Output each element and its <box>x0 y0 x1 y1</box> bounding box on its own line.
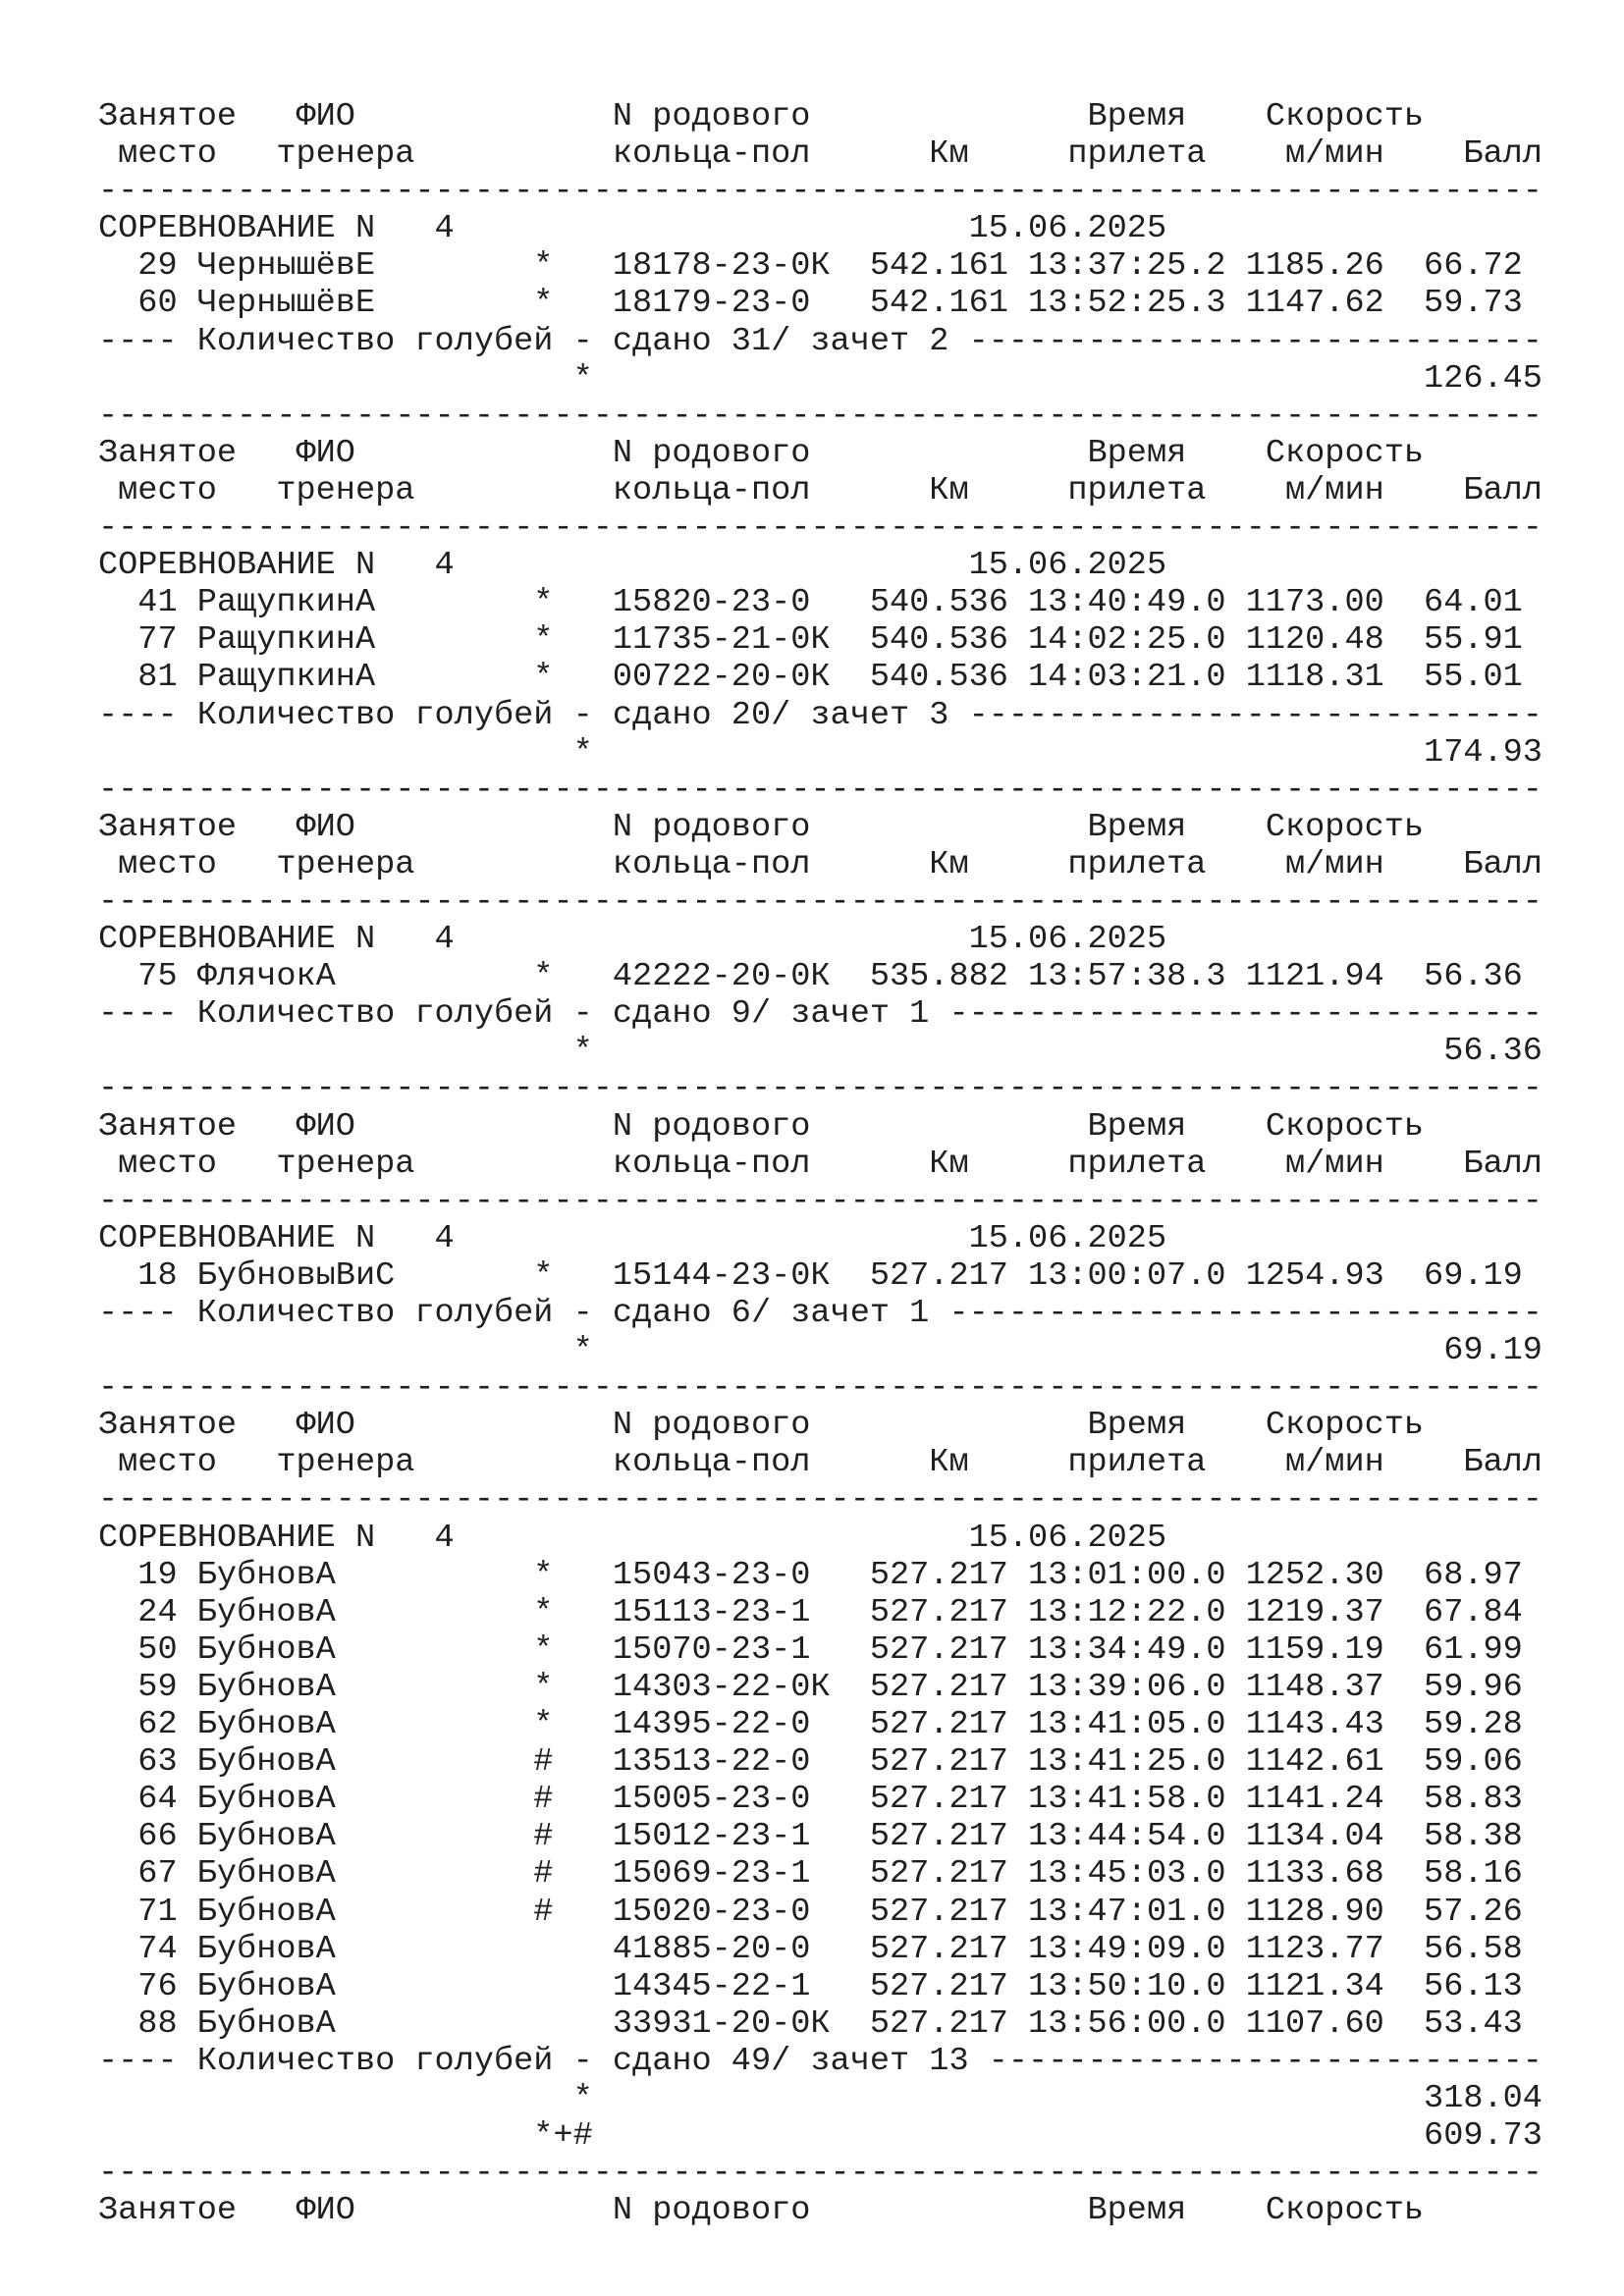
data-row: 60 ЧернышёвЕ * 18179-23-0 542.161 13:52:25.3 1147.62 59.73 <box>98 285 1523 323</box>
column-header-line: место тренера кольца-пол Км прилета м/мин Балл <box>98 1145 1543 1183</box>
competition-header: СОРЕВНОВАНИЕ N 4 15.06.2025 <box>98 1519 1167 1557</box>
data-row: 76 БубновА 14345-22-1 527.217 13:50:10.0 1121.34 56.13 <box>98 1967 1523 2005</box>
data-row: 24 БубновА * 15113-23-1 527.217 13:12:22.0 1219.37 67.84 <box>98 1593 1523 1631</box>
separator-line: ------------------------------------------------------------------------- <box>98 1070 1543 1108</box>
summary-line: ---- Количество голубей - сдано 20/ зачет 3 ----------------------------- <box>98 696 1543 734</box>
summary-line: ---- Количество голубей - сдано 6/ зачет 1 ------------------------------ <box>98 1295 1543 1332</box>
data-row: 50 БубновА * 15070-23-1 527.217 13:34:49.0 1159.19 61.99 <box>98 1630 1523 1669</box>
column-header-line: место тренера кольца-пол Км прилета м/мин Балл <box>98 1444 1543 1482</box>
data-row: 88 БубновА 33931-20-0К 527.217 13:56:00.0 1107.60 53.43 <box>98 2004 1523 2043</box>
data-row: 64 БубновА # 15005-23-0 527.217 13:41:58.0 1141.24 58.83 <box>98 1781 1523 1819</box>
total-line: * 56.36 <box>98 1033 1543 1071</box>
results-listing <box>98 98 1543 2230</box>
separator-line: ------------------------------------------------------------------------- <box>98 1481 1543 1520</box>
competition-header: СОРЕВНОВАНИЕ N 4 15.06.2025 <box>98 1219 1167 1257</box>
data-row: 67 БубновА # 15069-23-1 527.217 13:45:03.0 1133.68 58.16 <box>98 1855 1523 1894</box>
data-row: 66 БубновА # 15012-23-1 527.217 13:44:54.0 1134.04 58.38 <box>98 1818 1523 1856</box>
data-row: 81 РащупкинА * 00722-20-0К 540.536 14:03:21.0 1118.31 55.01 <box>98 659 1523 697</box>
column-header-line: место тренера кольца-пол Км прилета м/мин Балл <box>98 471 1543 509</box>
data-row: 59 БубновА * 14303-22-0К 527.217 13:39:06.0 1148.37 59.96 <box>98 1668 1523 1706</box>
data-row: 71 БубновА # 15020-23-0 527.217 13:47:01.0 1128.90 57.26 <box>98 1893 1523 1931</box>
data-row: 18 БубновыВиС * 15144-23-0К 527.217 13:00:07.0 1254.93 69.19 <box>98 1256 1523 1295</box>
separator-line: ------------------------------------------------------------------------- <box>98 173 1543 211</box>
summary-line: ---- Количество голубей - сдано 9/ зачет 1 ------------------------------ <box>98 995 1543 1034</box>
summary-line: ---- Количество голубей - сдано 31/ зачет 2 ----------------------------- <box>98 322 1543 360</box>
column-header-line: Занятое ФИО N родового Время Скорость <box>98 808 1425 846</box>
data-row: 74 БубновА 41885-20-0 527.217 13:49:09.0 1123.77 56.58 <box>98 1930 1523 1968</box>
column-header-line: Занятое ФИО N родового Время Скорость <box>98 98 1425 135</box>
total-line: * 69.19 <box>98 1332 1543 1370</box>
column-header-line: Занятое ФИО N родового Время Скорость <box>98 2192 1425 2230</box>
data-row: 29 ЧернышёвЕ * 18178-23-0К 542.161 13:37:25.2 1185.26 66.72 <box>98 247 1523 286</box>
data-row: 77 РащупкинА * 11735-21-0К 540.536 14:02:25.0 1120.48 55.91 <box>98 621 1523 660</box>
column-header-line: Занятое ФИО N родового Время Скорость <box>98 434 1425 472</box>
column-header-line: Занятое ФИО N родового Время Скорость <box>98 1407 1425 1445</box>
column-header-line: Занятое ФИО N родового Время Скорость <box>98 1107 1425 1146</box>
summary-line: ---- Количество голубей - сдано 49/ зачет 13 ---------------------------- <box>98 2042 1543 2080</box>
separator-line: ------------------------------------------------------------------------- <box>98 771 1543 809</box>
separator-line: ------------------------------------------------------------------------- <box>98 882 1543 921</box>
total-line: * 318.04 <box>98 2079 1543 2117</box>
total-line: *+# 609.73 <box>98 2117 1543 2156</box>
separator-line: ------------------------------------------------------------------------- <box>98 509 1543 548</box>
data-row: 41 РащупкинА * 15820-23-0 540.536 13:40:49.0 1173.00 64.01 <box>98 584 1523 622</box>
column-header-line: место тренера кольца-пол Км прилета м/мин Балл <box>98 135 1543 174</box>
data-row: 63 БубновА # 13513-22-0 527.217 13:41:25.0 1142.61 59.06 <box>98 1743 1523 1782</box>
separator-line: ------------------------------------------------------------------------- <box>98 2155 1543 2193</box>
separator-line: ------------------------------------------------------------------------- <box>98 1182 1543 1220</box>
total-line: * 174.93 <box>98 733 1543 772</box>
total-line: * 126.45 <box>98 359 1543 398</box>
data-row: 75 ФлячокА * 42222-20-0К 535.882 13:57:38.3 1121.94 56.36 <box>98 958 1523 996</box>
data-row: 62 БубновА * 14395-22-0 527.217 13:41:05.0 1143.43 59.28 <box>98 1706 1523 1744</box>
separator-line: ------------------------------------------------------------------------- <box>98 1369 1543 1408</box>
separator-line: ------------------------------------------------------------------------- <box>98 397 1543 435</box>
column-header-line: место тренера кольца-пол Км прилета м/мин Балл <box>98 845 1543 883</box>
data-row: 19 БубновА * 15043-23-0 527.217 13:01:00.0 1252.30 68.97 <box>98 1556 1523 1594</box>
competition-header: СОРЕВНОВАНИЕ N 4 15.06.2025 <box>98 547 1167 585</box>
report-page <box>98 98 1543 2230</box>
competition-header: СОРЕВНОВАНИЕ N 4 15.06.2025 <box>98 921 1167 959</box>
competition-header: СОРЕВНОВАНИЕ N 4 15.06.2025 <box>98 210 1167 248</box>
